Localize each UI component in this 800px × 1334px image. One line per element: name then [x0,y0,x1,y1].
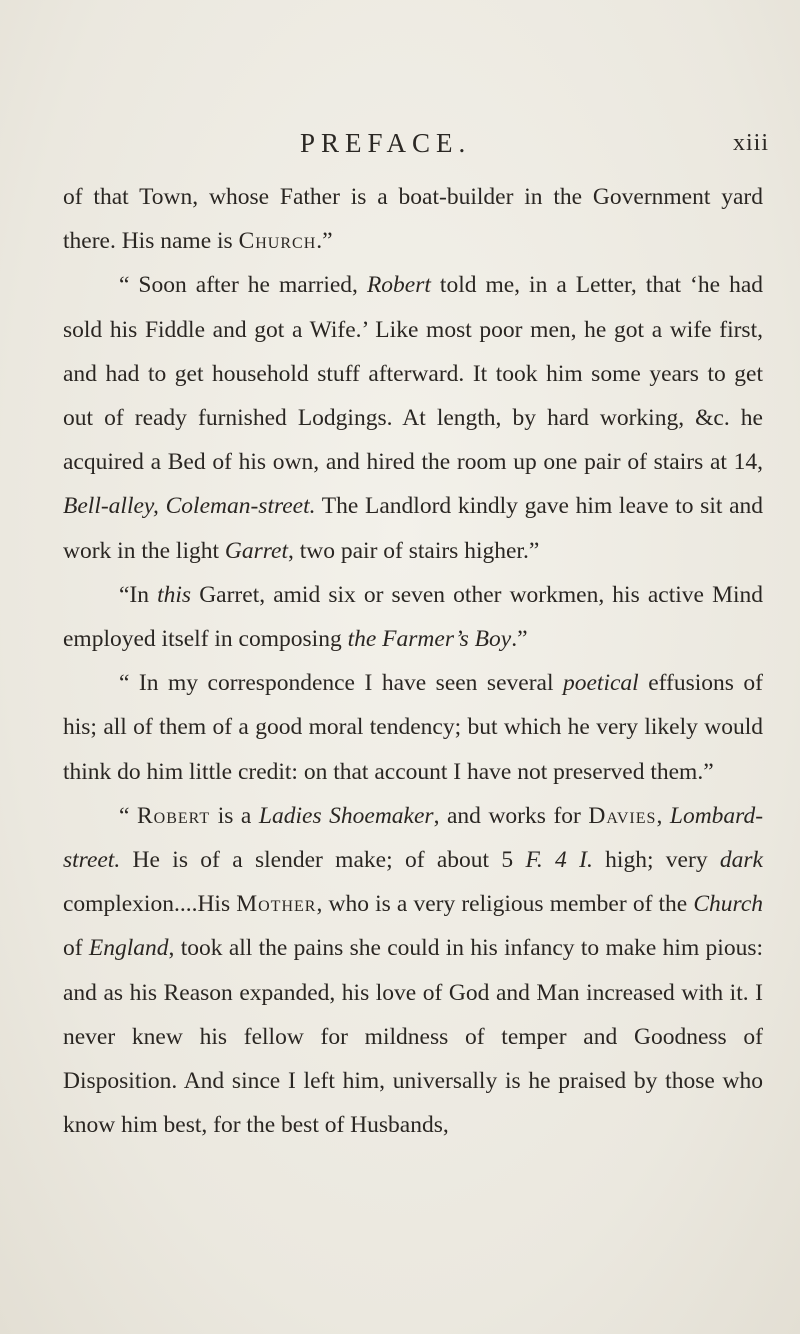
paragraph-5 [63,794,763,1148]
poem-title-italic: the Farmer’s Boy [347,626,512,653]
height-italic: F. 4 I. [525,847,593,874]
paragraph-2 [63,263,763,572]
garret-italic: Garret [224,537,288,564]
text-run: The Landlord kindly gave him leave to sit and work in the light [63,493,763,564]
paragraph-4 [63,661,763,794]
text-run: , two pair of stairs higher.” [287,537,540,564]
address-italic: Bell-alley, Coleman-street. [63,493,316,520]
name-robert-caps: Robert [136,802,211,829]
page-header [0,128,800,168]
text-run: He is of a slender make; of about 5 [120,847,526,874]
paragraph-1 [63,175,763,263]
text-run: high; very [592,847,720,874]
text-run: Garret, amid six or seven other workmen, his active Mind employed itself in composing [63,581,763,653]
dark-italic: dark [719,847,763,874]
surname-davies: Davies [588,802,657,829]
text-run: complexion....His [63,891,237,918]
church-italic: Church [693,891,764,918]
england-italic: England [88,935,169,962]
text-run: , and works for [433,802,589,829]
text-run: , who is a very religious member of the [316,891,694,918]
poetical-italic: poetical [562,670,639,697]
text-run: is a [210,802,259,829]
paragraph-3 [63,573,763,661]
page-number: xiii [733,130,770,156]
text-run: “ In my correspondence I have seen several [119,670,563,697]
text-run: effusions of his; all of them of a good moral tendency; but which he very likely would think do him little credit: on that account I have not preserved them.” [63,670,763,785]
text-run: .” [511,626,528,653]
text-run: “ [119,802,137,829]
text-run: , took all the pains she could in his infancy to make him pious: and as his Reason expanded, his love of God and Man increased with it. I never knew his fellow for mildness of temper and Goodness of Disposition. And since I left him, universally is he praised by those who know him best, for the best of Husbands, [63,935,764,1139]
text-run: of [63,935,89,962]
text-run: told me, in a Letter, that ‘he had sold his Fiddle and got a Wife.’ Like most poor men, he got a wife first, and had to get household stuff afterward. It took him some years to get out of ready furnished Lodgings. At length, by hard working, &c. he acquired a Bed of his own, and hired the room up one pair of stairs at 14, [63,272,763,476]
text-run: , [656,802,670,829]
street-italic: Lombard-street. [63,802,764,874]
text-run: of that Town, whose Father is a boat-builder in the Government yard there. His name is [63,184,763,255]
surname-church: Church [238,228,317,255]
running-head: PREFACE. [300,128,472,158]
text-run: .” [316,228,333,255]
mother-caps: Mother [236,891,317,918]
body-text [63,175,763,1147]
trade-italic: Ladies Shoemaker [258,802,434,829]
this-italic: this [157,581,192,608]
text-run: “ Soon after he married, [119,272,367,299]
text-run: “In [119,581,158,608]
name-robert: Robert [366,272,431,299]
